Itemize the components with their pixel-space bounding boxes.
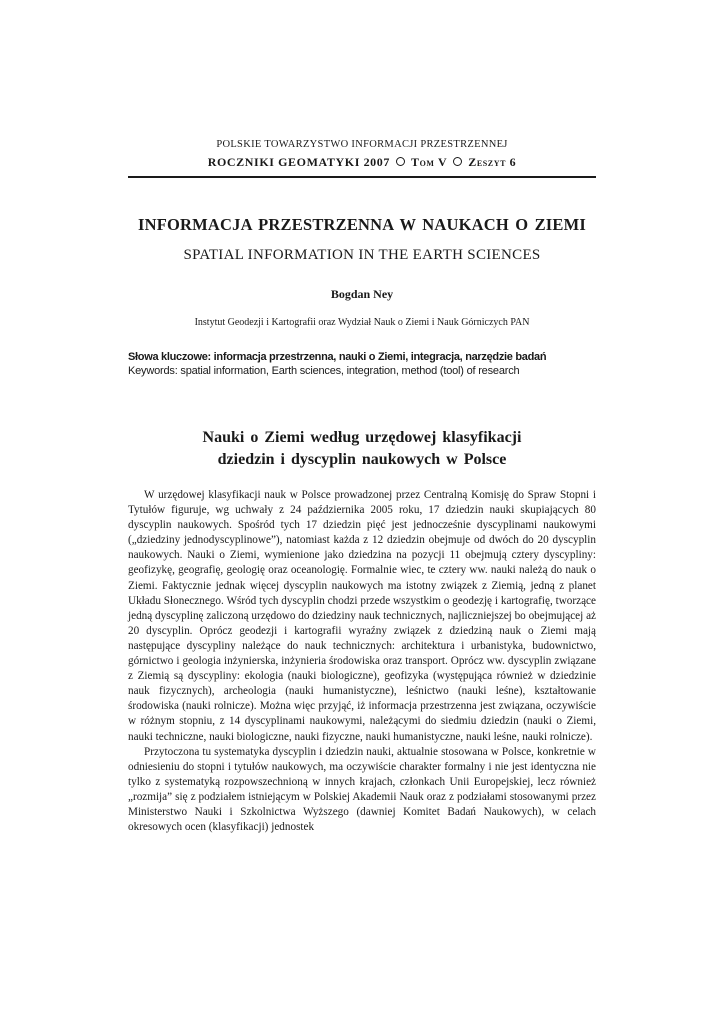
section-heading-line2: dziedzin i dyscyplin naukowych w Polsce	[217, 451, 507, 468]
keywords-pl: Słowa kluczowe: informacja przestrzenna, nauki o Ziemi, integracja, narzędzie badań	[128, 351, 547, 363]
circle-bullet-icon	[453, 157, 462, 166]
keywords-block	[128, 350, 596, 378]
author-affiliation: Instytut Geodezji i Kartografii oraz Wydział Nauk o Ziemi i Nauk Górniczych PAN	[194, 317, 530, 328]
header-divider	[128, 176, 596, 178]
circle-bullet-icon	[396, 157, 405, 166]
journal-name: ROCZNIKI GEOMATYKI 2007	[207, 155, 390, 169]
journal-issue: Zeszyt 6	[468, 155, 517, 169]
section-heading	[128, 427, 596, 471]
keywords-en: Keywords: spatial information, Earth sciences, integration, method (tool) of research	[128, 365, 520, 377]
article-title-en: SPATIAL INFORMATION IN THE EARTH SCIENCES	[183, 247, 541, 263]
article-title-pl: INFORMACJA PRZESTRZENNA W NAUKACH O ZIEMI	[137, 215, 586, 234]
section-heading-line1: Nauki o Ziemi według urzędowej klasyfikacji	[202, 429, 522, 446]
body-text	[128, 488, 596, 835]
article-page	[128, 0, 596, 1024]
paragraph: W urzędowej klasyfikacji nauk w Polsce prowadzonej przez Centralną Komisję do Spraw Stopni i Tytułów figuruje, wg uchwały z 24 października 2005 roku, 17 dziedzin nauki skupiających 80 dyscyplin naukowych. Spośród tych 17 dziedzin pięć jest jednocześnie dyscyplinami naukowymi („dziedziny jednodyscyplinowe”), natomiast każda z 12 dziedzin obejmuje od dwóch do 20 dyscyplin naukowych. Nauki o Ziemi, wymienione jako dziedzina na pozycji 11 obejmują cztery dyscypliny: geofizykę, geografię, geologię oraz oceanologię. Formalnie wiec, te cztery ww. nauki należą do nauk o Ziemi. Faktycznie jednak więcej dyscyplin naukowych ma istotny związek z Ziemią, jedną z planet Układu Słonecznego. Wśród tych dyscyplin chodzi przede wszystkim o geodezję i kartografię, tworzące jedną dyscyplinę zaliczoną urzędowo do dziedziny nauk technicznych, najliczniejszej bo obejmującej aż 20 dyscyplin. Oprócz geodezji i kartografii wyraźny związek z dziedziną nauk o Ziemi mają następujące dyscypliny należące do nauk technicznych: architektura i urbanistyka, budownictwo, górnictwo i geologia inżynierska, inżynieria środowiska oraz transport. Oprócz ww. dyscyplin związane z Ziemią są dyscypliny: ekologia (nauki biologiczne), geofizyka (występująca również w dziedzinie nauk fizycznych), archeologia (nauki humanistyczne), leśnictwo (nauki leśne), kształtowanie środowiska (nauki rolnicze). Można więc przyjąć, iż informacja przestrzenna jest związana, oczywiście w różnym stopniu, z 14 dyscyplinami naukowymi, należącymi do siedmiu dziedzin (nauki o Ziemi, nauki techniczne, nauki biologiczne, nauki fizyczne, nauki humanistyczne, nauki leśne, nauki rolnicze).	[128, 489, 596, 743]
author-name: Bogdan Ney	[330, 287, 394, 301]
paragraph: Przytoczona tu systematyka dyscyplin i dziedzin nauki, aktualnie stosowana w Polsce, konkretnie w odniesieniu do stopni i tytułów naukowych, ma oczywiście charakter formalny i nie jest identyczna nie tylko z systematyką rozpowszechnioną w innych krajach, członkach Unii Europejskiej, lecz również „rozmija” się z podziałem istniejącym w Polskiej Akademii Nauk oraz z podziałami stosowanymi przez Ministerstwo Nauki i Szkolnictwa Wyższego (dawniej Komitet Badań Naukowych), w celach okresowych ocen (klasyfikacji) jednostek	[128, 745, 596, 834]
header-journal-line	[128, 155, 596, 170]
header-organization: POLSKIE TOWARZYSTWO INFORMACJI PRZESTRZENNEJ	[216, 139, 508, 150]
journal-volume: Tom V	[410, 155, 448, 169]
